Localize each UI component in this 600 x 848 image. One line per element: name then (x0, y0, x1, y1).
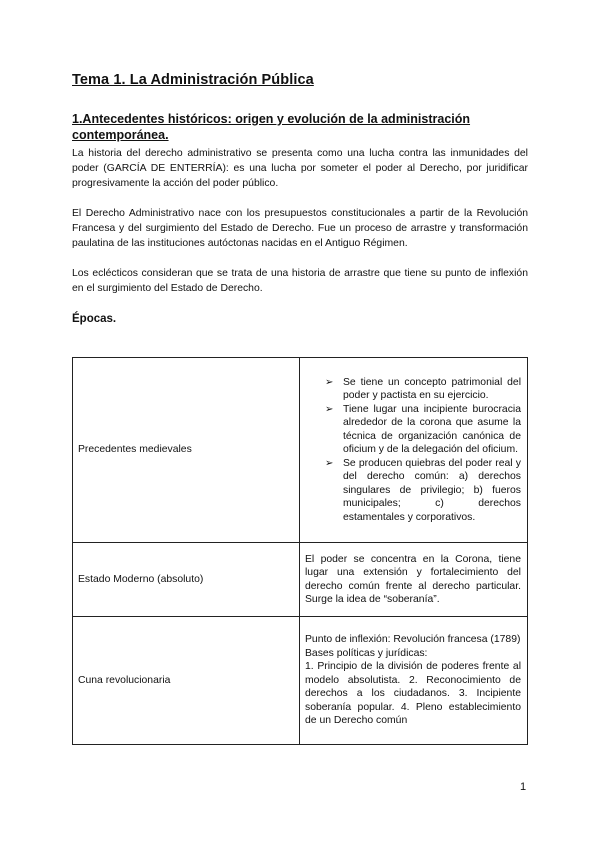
table-row (73, 358, 528, 543)
document-title: Tema 1. La Administración Pública (72, 72, 314, 88)
page-number: 1 (520, 781, 527, 793)
epochs-table (72, 357, 528, 745)
section-heading: 1.Antecedentes históricos: origen y evolución de la administración contemporánea. (72, 112, 471, 142)
paragraph: La historia del derecho administrativo se presenta como una lucha contra las inmunidades del poder (GARCÍA DE ENTERRÍA): es una lucha por someter el poder al Derecho, por juridificar progresivamente la acción del poder público. (72, 148, 528, 189)
row-content (300, 617, 528, 745)
arrowhead-bullet-icon: ➢ (325, 457, 334, 469)
row-label: Cuna revolucionaria (73, 617, 300, 745)
row-content-line: Bases políticas y jurídicas: (305, 647, 428, 659)
bullet-text: Se producen quiebras del poder real y del derecho común: a) derechos singulares de privilegio; b) fueros municipales; c) derechos estamentales y corporativos. (343, 457, 521, 523)
row-label: Estado Moderno (absoluto) (73, 543, 300, 617)
epocas-heading: Épocas. (72, 313, 117, 325)
paragraph: Los eclécticos consideran que se trata de una historia de arrastre que tiene su punto de inflexión en el surgimiento del Estado de Derecho. (72, 268, 528, 294)
paragraph: El Derecho Administrativo nace con los presupuestos constitucionales a partir de la Revolución Francesa y del surgimiento del Estado de Derecho. Fue un proceso de arrastre y transformación paulatina de las instituciones autóctonas nacidas en el Antiguo Régimen. (72, 208, 528, 249)
row-content: El poder se concentra en la Corona, tiene lugar una extensión y fortalecimiento del derecho común frente al derecho particular. Surge la idea de “soberanía”. (300, 543, 528, 617)
row-content (300, 358, 528, 543)
arrowhead-bullet-icon: ➢ (325, 403, 334, 415)
list-item (305, 457, 521, 525)
row-label: Precedentes medievales (73, 358, 300, 543)
table-row (73, 543, 528, 617)
bullet-text: Tiene lugar una incipiente burocracia alrededor de la corona que asume la técnica de organización canónica de oficium y de la delegación del oficium. (343, 403, 521, 456)
bullet-list (305, 376, 521, 525)
list-item (305, 403, 521, 457)
table-row (73, 617, 528, 745)
arrowhead-bullet-icon: ➢ (325, 376, 334, 388)
row-content-line: 1. Principio de la división de poderes frente al modelo absolutista. 2. Reconocimiento de derechos a los ciudadanos. 3. Incipiente soberanía popular. 4. Pleno establecimiento de un Derecho común (305, 661, 521, 727)
row-content-line: Punto de inflexión: Revolución francesa (1789) (305, 634, 521, 646)
list-item (305, 376, 521, 403)
bullet-text: Se tiene un concepto patrimonial del poder y pactista en su ejercicio. (343, 376, 521, 402)
